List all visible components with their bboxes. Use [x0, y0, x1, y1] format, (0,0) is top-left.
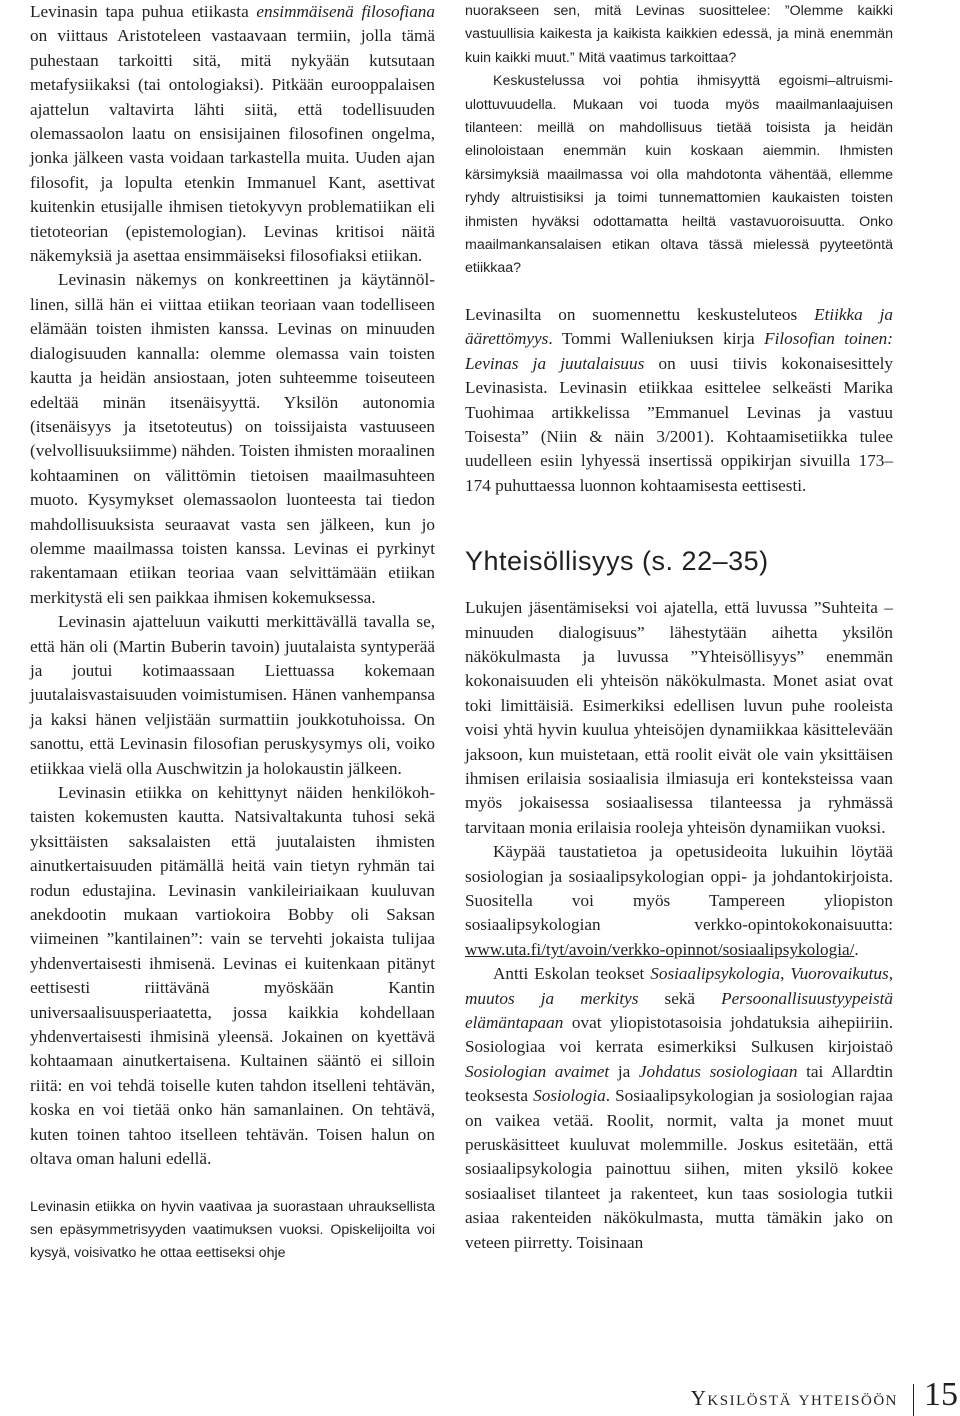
- text-run: on uusi tiivis kokonaisesittely Levinasista. Levinasin etiikkaa esittelee selkeästi Marika Tuohimaa artikkelissa ”Emmanuel Levinas ja vastuu Toisesta” (Niin & näin 3/2001). Kohtaamisetiikka tulee uudelleen esiin lyhyessä insertissä oppikirjan sivuilla 173–174 puhuttaessa luonnon kohtaamisesta eettisesti.: [465, 353, 893, 495]
- text-run: ovat yliopistotasoisia johdatuksia aihepiiriin. Sosiologiaa voi kerrata esimerkiksi Sulkusen kirjoistaö: [465, 1013, 893, 1057]
- italic-title: Persoonallisuustyypeistä elämäntapaan: [465, 988, 893, 1033]
- text-run: ,: [780, 964, 791, 984]
- paragraph-levinas-concrete-view: Levinasin näkemys on konkreettinen ja käytännöllinen, sillä hän ei viittaa etiikan teoriaan vaan todelliseen elämään toisten ihmisten kanssa. Levinas on minuuden dialogisuuden kannalla: olemme olemassa vain toisten kautta ja heidän ansiostaan, joten suhteemme toiseuteen edeltää minän itsenäisyyttä. Yksilön autonomia (itsenäisyys ja itsetoteutus) on toissijaista vastuuseen (velvollisuuksiimme) nähden. Toisten ihmisten moraalinen kohtaaminen on välittömin tietoisen maailmasuhteen muoto. Kysymykset olemassaolon luonteesta tai tiedon mahdollisuuksista seuraavat vasta sen jälkeen, kun jo olemme maailmassa toisten kanssa. Levinas ei pyrkinyt rakentamaan etiikan teoriaa vaan selvittämään etiikan merkitystä eli sen paikkaa ihmisen kokemuksessa.: [30, 270, 435, 607]
- italic-title: Sosiologia: [533, 1086, 606, 1106]
- text-run: sekä: [638, 988, 722, 1008]
- task-box-discussion: Keskustelussa voi pohtia ihmisyyttä egoismi–altruismiulottuvuudella. Mukaan voi tuoda myös maailmanlaajuisen tilanteen: meillä on mahdollisuus tietää toisista ja heidän elinoloistaan enemmän kuin koskaan aiemmin. Ihmisten kärsimyksiä maailmassa voi olla mahdotonta vähentää, ellemme ryhdy altruistisiksi ja toimi tunnemattomien kaukaisten toisten ihmisten hyväksi odottamatta heiltä vastavuoroisuutta. Onko maailmankansalaisen etikan oltava tässä mielessä pyyteetöntä etiikkaa?: [465, 73, 893, 277]
- italic-title: Johdatus sosiologiaan: [638, 1061, 798, 1081]
- footer-section-title: Yksilöstä yhteisöön: [690, 1386, 898, 1410]
- page-number: 15: [924, 1376, 958, 1413]
- left-column: [30, 0, 435, 1266]
- italic-title: ensimmäisenä filosofiana: [256, 2, 435, 21]
- italic-title: Vuorovaikutus, muutos ja merkitys: [465, 964, 893, 1008]
- italic-title: Etiikka ja äärettömyys: [465, 304, 894, 349]
- text-run: Antti Eskolan teokset: [493, 964, 651, 984]
- text-run: on viittaus Aristoteleen vastaavaan termiin, jolla tämä puhestaan tarkoitti sitä, mitä nykyään kutsutaan metafysiikaksi (tai ontologiaksi). Pitkään eurooppalaisen ajattelun valtavirta lähti siitä, että todellisuuden olemassaolon laatu on ensisijainen filosofinen ongelma, jonka jälkeen vasta voidaan tarkastella muita. Uuden ajan filosofit, ja lopulta etenkin Immanuel Kant, asettivat kuitenkin etusijalle ihmisen tietokyvyn problematiikan eli tietoteorian (epistemologian). Levinas kritisoi näitä näkemyksiä ja asettaa ensimmäiseksi filosofiaksi etiikan.: [30, 26, 435, 266]
- sources-text: Käypää taustatietoa ja opetusideoita lukuihin löytää sosiologian ja sosiaalipsykologian oppi- ja johdantokirjoista. Suositella voi myös Tampereen yliopiston sosiaalipsykologian verkko-opintokokonaisuutta:: [465, 842, 893, 935]
- paragraph-levinas-first-philosophy: [30, 0, 435, 268]
- footer-divider: [913, 1384, 914, 1416]
- right-column: [465, 0, 893, 1255]
- section-heading: Yhteisöllisyys (s. 22–35): [465, 546, 769, 577]
- text-run: . Sosiaalipsykologian ja sosiologian rajaa on vaikea vetää. Roolit, normit, valta ja monet muut peruskäsitteet kuuluvat molemmille. Joskus esitetään, että sosiaalipsykologia painottuu siihen, miten yksilö kokee sosiaaliset tilanteet ja rakenteet, kun taas sosiologia tutkii asiaa rakenteiden näkökulmasta, mutta tämäkin jako on veteen piirretty. Toisinaan: [465, 1086, 893, 1252]
- sources-end: .: [854, 939, 859, 959]
- italic-title: Sosiaalipsykologia: [650, 964, 781, 984]
- text-run: ja: [609, 1061, 639, 1081]
- text-run: . Tommi Walleniuksen kirja: [548, 329, 765, 349]
- paragraph-background-sources: [465, 840, 893, 962]
- paragraph-reading-suggestions: [465, 303, 893, 498]
- paragraph-chapter-structure: Lukujen jäsentämiseksi voi ajatella, että luvussa ”Suhteita – minuuden dialogisuus” lähestytään aihetta yksilön näkökulmasta ja luvussa ”Yhteisöllisyys” enemmän kokonaisuuden eli yhteisön näkökulmasta. Monet asiat ovat toki limittäisiä. Esimerkiksi edellisen luvun puhe rooleista voisi yhtä hyvin kuulua yhteisöjen dynamiikkaa käsittelevään jaksoon, kun muistetaan, että roolit eivät ole vain yksittäisen ihmisen erilaisia sosiaalisia ilmiasuja eri konteksteissa vaan myös jokaisessa sosiaalisessa tilanteessa ja ryhmässä tarvitaan monia erilaisia rooleja yhteisön dynamiikan vuoksi.: [465, 598, 893, 837]
- italic-title: Sosiologian avaimet: [465, 1061, 610, 1081]
- paragraph-eskola-books: [465, 962, 893, 1255]
- page-footer: [0, 1376, 960, 1416]
- verkko-opinnot-link[interactable]: www.uta.fi/tyt/avoin/verkko-opinnot/sosiaalipsykologia/: [465, 939, 855, 959]
- text-run: Levinasilta on suomennettu keskusteluteos: [465, 304, 815, 324]
- italic-title: Filosofian toinen: Levinas ja juutalaisuus: [465, 329, 893, 373]
- task-box-continuation: nuorakseen sen, mitä Levinas suosittelee: ”Olemme kaikki vastuullisia kaikesta ja kaikista kaikkien edessä, ja minä enemmän kuin kaikki muut.” Mitä vaatimus tarkoittaa?: [465, 3, 893, 66]
- paragraph-levinas-background: Levinasin ajatteluun vaikutti merkittävällä tavalla se, että hän oli (Martin Buberin tavoin) juutalaista syntyperää ja joutui kotimaassaan Liettuassa kokemaan juutalaisvastaisuuden voimistumisen. Hänen vanhempansa ja kaksi hänen veljistään surmattiin joukkotuhoissa. On sanottu, että Levinasin filosofian peruskysymys oli, voiko etiikkaa vielä olla Auschwitzin ja holokaustin jälkeen.: [30, 612, 435, 778]
- text-run: Levinasin tapa puhua etiikasta: [30, 2, 257, 21]
- task-box-start: Levinasin etiikka on hyvin vaativaa ja suorastaan uhrauksellista sen epäsymmetrisyyden vaatimuksen vuoksi. Opiskelijoilta voi kysyä, voisivatko he ottaa eettiseksi ohje: [30, 1198, 435, 1262]
- text-run: tai Allardtin teoksesta: [465, 1061, 893, 1106]
- paragraph-levinas-ethics-experience: Levinasin etiikka on kehittynyt näiden henkilökohtaisten kokemusten kautta. Natsivaltakunta tuhosi sekä yksittäisten saksalaisten että juutalaisten ihmisten ainutkertaisuuden pitämällä heitä vain tietyn ryhmän tai rodun edustajina. Levinasin vankileiriaikaan kuuluvan anekdootin mukaan vartiokoira Bobby oli Saksan viimeinen ”kantilainen”: vain se tervehti jokaista tulijaa yhdenvertaisesti ihmisenä. Levinas ei kuitenkaan pitänyt eettisesti riittävänä myöskään Kantin universaalisuusperiaatetta, jossa kaikkia kohdellaan yhdenvertaisesti ihmisinä yleensä. Jokainen on kyettävä kohtaamaan ainutkertaisena. Kultainen sääntö ei silloin riitä: en voi tehdä toiselle kuten tahdon itselleni tehtävän, koska en voi tietää onko hän samanlainen. On tehtävä, kuten toinen tahtoo itselleen tehtävän. Toisen halun on oltava oman haluni edellä.: [30, 783, 435, 1169]
